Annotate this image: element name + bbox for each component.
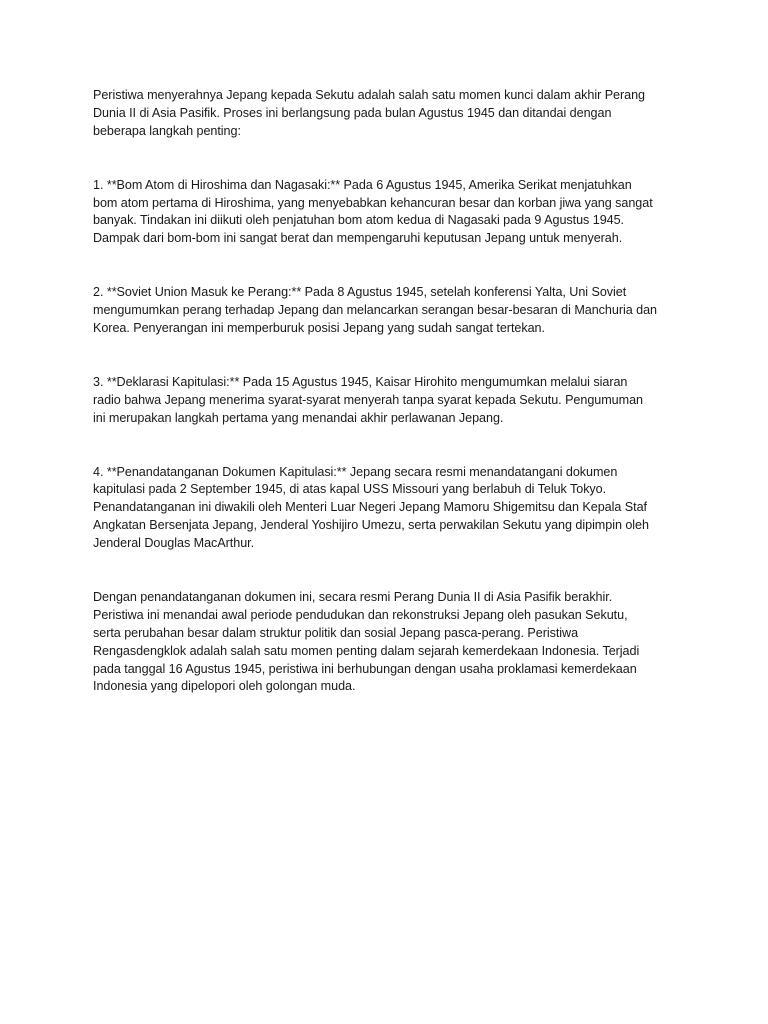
text-line: Korea. Penyerangan ini memperburuk posisi Jepang yang sudah sangat tertekan. [93,321,545,336]
text-line: radio bahwa Jepang menerima syarat-syarat menyerah tanpa syarat kepada Sekutu. Pengumuman [93,392,643,407]
text-line: mengumumkan perang terhadap Jepang dan melancarkan serangan besar-besaran di Manchuria dan [93,303,657,318]
paragraph-spacer [93,141,683,177]
text-line: Dengan penandatanganan dokumen ini, secara resmi Perang Dunia II di Asia Pasifik berakhir. [93,590,613,605]
text-line: Dunia II di Asia Pasifik. Proses ini berlangsung pada bulan Agustus 1945 dan ditandai dengan [93,105,612,120]
paragraph-spacer [93,553,683,589]
closing-paragraph [93,589,683,696]
text-line: kapitulasi pada 2 September 1945, di atas kapal USS Missouri yang berlabuh di Teluk Tokyo. [93,482,607,497]
text-line: ini merupakan langkah pertama yang menandai akhir perlawanan Jepang. [93,410,504,425]
text-line: serta perubahan besar dalam struktur politik dan sosial Jepang pasca-perang. Peristiwa [93,625,579,640]
text-line: banyak. Tindakan ini diikuti oleh penjatuhan bom atom kedua di Nagasaki pada 9 Agustus 1945. [93,213,625,228]
text-line: 2. **Soviet Union Masuk ke Perang:** Pada 8 Agustus 1945, setelah konferensi Yalta, Uni Soviet [93,285,627,300]
document-body [93,87,683,696]
text-line: 4. **Penandatanganan Dokumen Kapitulasi:** Jepang secara resmi menandatangani dokumen [93,464,618,479]
text-line: 3. **Deklarasi Kapitulasi:** Pada 15 Agustus 1945, Kaisar Hirohito mengumumkan melalui siaran [93,374,628,389]
paragraph-spacer [93,248,683,284]
text-line: Angkatan Bersenjata Jepang, Jenderal Yoshijiro Umezu, serta perwakilan Sekutu yang dipimpin oleh [93,518,649,533]
text-line: bom atom pertama di Hiroshima, yang menyebabkan kehancuran besar dan korban jiwa yang sangat [93,195,653,210]
paragraph-spacer [93,338,683,374]
text-line: Dampak dari bom-bom ini sangat berat dan mempengaruhi keputusan Jepang untuk menyerah. [93,231,623,246]
list-item-4 [93,464,683,553]
intro-paragraph [93,87,683,141]
text-line: beberapa langkah penting: [93,123,241,138]
list-item-3 [93,374,683,428]
text-line: 1. **Bom Atom di Hiroshima dan Nagasaki:** Pada 6 Agustus 1945, Amerika Serikat menjatuhkan [93,177,632,192]
text-line: Rengasdengklok adalah salah satu momen penting dalam sejarah kemerdekaan Indonesia. Terjadi [93,643,640,658]
text-line: Jenderal Douglas MacArthur. [93,536,255,551]
text-line: pada tanggal 16 Agustus 1945, peristiwa ini berhubungan dengan usaha proklamasi kemerdekaan [93,661,637,676]
text-line: Indonesia yang dipelopori oleh golongan muda. [93,679,356,694]
text-line: Peristiwa ini menandai awal periode pendudukan dan rekonstruksi Jepang oleh pasukan Sekutu, [93,607,628,622]
paragraph-spacer [93,428,683,464]
text-line: Peristiwa menyerahnya Jepang kepada Sekutu adalah salah satu momen kunci dalam akhir Perang [93,88,646,102]
list-item-2 [93,284,683,338]
list-item-1 [93,177,683,249]
text-line: Penandatanganan ini diwakili oleh Menteri Luar Negeri Jepang Mamoru Shigemitsu dan Kepala Staf [93,500,647,515]
